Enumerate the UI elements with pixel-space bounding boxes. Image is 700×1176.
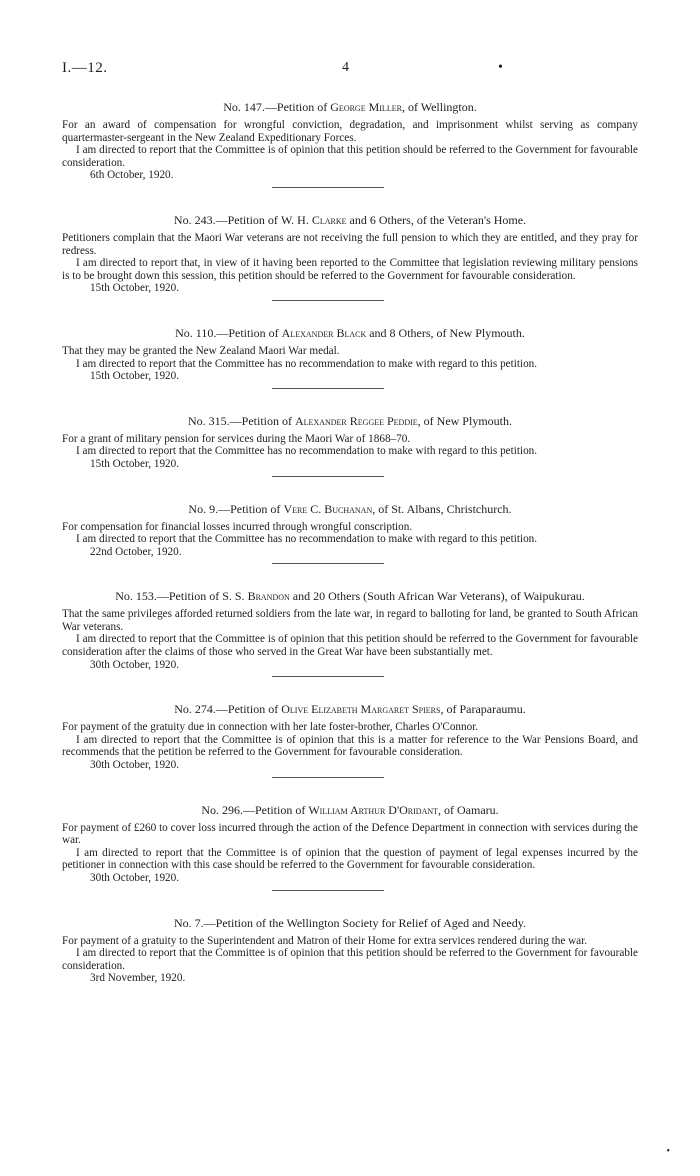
petition-prayer: For payment of the gratuity due in connection with her late foster-brother, Charles O'Connor. (62, 721, 479, 734)
petition-title-rest: and 6 Others, of the Veteran's Home. (346, 212, 527, 227)
petition-title (62, 213, 638, 228)
committee-report: I am directed to report that the Committee is of opinion that the question of payment of legal expenses incurred by the petitioner in connection with this case should be referred to the Government for favourable consideration. (62, 846, 638, 872)
petitioner-name: W. H. Clarke (280, 212, 347, 227)
petition-title-text: —Petition of (229, 413, 295, 428)
petitioner-name: William Arthur D'Oridant (308, 802, 439, 817)
petition-title-text: —Petition of (243, 802, 309, 817)
petition-prayer: For compensation for financial losses incurred through wrongful conscription. (62, 520, 413, 533)
petition-number: No. 153. (115, 589, 157, 604)
report-date: 15th October, 1920. (90, 370, 180, 383)
petition-title-text: —Petition of S. S. (156, 589, 248, 604)
petition-title (62, 100, 638, 115)
petition-prayer: For payment of £260 to cover loss incurred through the action of the Defence Department in connection with services during the war. (62, 821, 638, 847)
committee-report: I am directed to report that the Committee has no recommendation to make with regard to this petition. (76, 445, 538, 458)
petition-body (62, 608, 638, 658)
petition-list (62, 100, 638, 985)
report-date: 22nd October, 1920. (90, 545, 182, 558)
petition-entry (62, 414, 638, 477)
petition-title-rest: , of St. Albans, Christchurch. (372, 501, 512, 516)
petition-body (62, 822, 638, 872)
petition-title-text: —Petition of (215, 702, 282, 717)
petition-title-rest: , of New Plymouth. (417, 413, 512, 428)
petition-body (62, 232, 638, 282)
petition-body (62, 119, 638, 169)
petition-body (62, 521, 638, 546)
petition-prayer: For payment of a gratuity to the Superintendent and Matron of their Home for extra services rendered during the war. (62, 934, 588, 947)
report-date: 30th October, 1920. (90, 658, 180, 671)
petition-entry (62, 916, 638, 985)
petitioner-name: Olive Elizabeth Margaret Spiers (281, 702, 441, 717)
page-header (62, 60, 642, 82)
separator-rule (272, 890, 384, 891)
petition-title (62, 326, 638, 341)
petition-title-rest: and 20 Others (South African War Veterans), of Waipukurau. (289, 589, 585, 604)
petition-prayer: Petitioners complain that the Maori War veterans are not receiving the full pension to which they are entitled, and they pray for redress. (62, 231, 638, 257)
petition-title (62, 502, 638, 517)
report-date: 6th October, 1920. (90, 169, 174, 182)
header-mark: • (498, 60, 503, 75)
petitioner-name: Brandon (247, 589, 290, 604)
petition-title-rest: , of Wellington. (401, 100, 477, 114)
petition-title (62, 414, 638, 429)
report-date: 15th October, 1920. (90, 457, 180, 470)
petitioner-name: Alexander Reggee Peddie (295, 413, 418, 428)
petition-title-rest: and 8 Others, of New Plymouth. (366, 325, 525, 340)
petition-title-text: —Petition of (216, 325, 282, 340)
petition-title (62, 702, 638, 717)
committee-report: I am directed to report that, in view of it having been reported to the Committee that legislation reviewing military pensions is to be brought down this session, this petition should be referred to the Government for favourable consideration. (62, 257, 638, 282)
petition-title (62, 589, 638, 604)
committee-report: I am directed to report that the Committee is of opinion that this petition should be referred to the Government for favourable consideration. (62, 947, 638, 972)
petition-body (62, 433, 638, 458)
petition-number: No. 274. (174, 702, 216, 717)
report-date: 30th October, 1920. (90, 759, 180, 772)
separator-rule (272, 300, 384, 301)
petition-entry (62, 589, 638, 677)
page-number: 4 (342, 60, 349, 75)
petition-title-rest: , of Oamaru. (438, 802, 499, 817)
petition-entry (62, 213, 638, 301)
report-date: 15th October, 1920. (90, 282, 180, 295)
separator-rule (272, 388, 384, 389)
petition-number: No. 315. (187, 413, 230, 428)
petition-number: No. 296. (201, 802, 243, 817)
petition-prayer: For a grant of military pension for services during the Maori War of 1868–70. (62, 432, 411, 445)
petition-body (62, 721, 638, 759)
petition-prayer: That they may be granted the New Zealand Maori War medal. (62, 344, 340, 357)
paper-reference: I.—12. (62, 60, 108, 76)
report-date: 3rd November, 1920. (90, 972, 186, 985)
petition-entry (62, 803, 638, 891)
petition-body (62, 935, 638, 973)
petition-entry (62, 326, 638, 389)
committee-report: I am directed to report that the Committee has no recommendation to make with regard to this petition. (76, 357, 538, 370)
petition-title-text: —Petition of (218, 501, 284, 516)
petition-number: No. 7. (174, 915, 204, 930)
petitioner-name: George Miller (330, 100, 402, 114)
petition-number: No. 243. (173, 212, 216, 227)
committee-report: I am directed to report that the Committee is of opinion that this petition should be referred to the Government for favourable consideration. (62, 144, 638, 169)
petition-title-text: —Petition of (264, 100, 331, 114)
petition-number: No. 9. (188, 501, 219, 516)
petition-entry (62, 702, 638, 777)
committee-report: I am directed to report that the Committee has no recommendation to make with regard to this petition. (76, 533, 538, 546)
petition-prayer: That the same privileges afforded returned soldiers from the late war, in regard to balloting for land, be granted to South African War veterans. (62, 608, 638, 633)
footer-mark: • (666, 1146, 670, 1157)
petition-body (62, 345, 638, 370)
separator-rule (272, 676, 384, 677)
petition-title-text: —Petition of the Wellington Society for Relief of Aged and Needy. (203, 915, 526, 930)
petition-title-text: —Petition of (215, 212, 281, 227)
committee-report: I am directed to report that the Committee is of opinion that this is a matter for reference to the War Pensions Board, and recommends that the petition be referred to the Government for favourable consideration. (62, 733, 638, 759)
separator-rule (272, 187, 384, 188)
petition-number: No. 147. (223, 100, 265, 114)
petition-title-rest: , of Paraparaumu. (440, 702, 526, 717)
petition-title (62, 916, 638, 931)
committee-report: I am directed to report that the Committee is of opinion that this petition should be referred to the Government for favourable consideration after the claims of those who served in the Great War have been substantially met. (62, 633, 638, 659)
separator-rule (272, 777, 384, 778)
petitioner-name: Alexander Black (281, 325, 367, 340)
petition-entry (62, 100, 638, 188)
petitioner-name: Vere C. Buchanan (283, 501, 373, 516)
petition-number: No. 110. (175, 325, 217, 340)
petition-entry (62, 502, 638, 565)
separator-rule (272, 476, 384, 477)
report-date: 30th October, 1920. (90, 872, 180, 884)
separator-rule (272, 563, 384, 564)
petition-prayer: For an award of compensation for wrongful conviction, degradation, and imprisonment whilst serving as company quartermaster-sergeant in the New Zealand Expeditionary Forces. (62, 119, 638, 144)
petition-title (62, 803, 638, 818)
